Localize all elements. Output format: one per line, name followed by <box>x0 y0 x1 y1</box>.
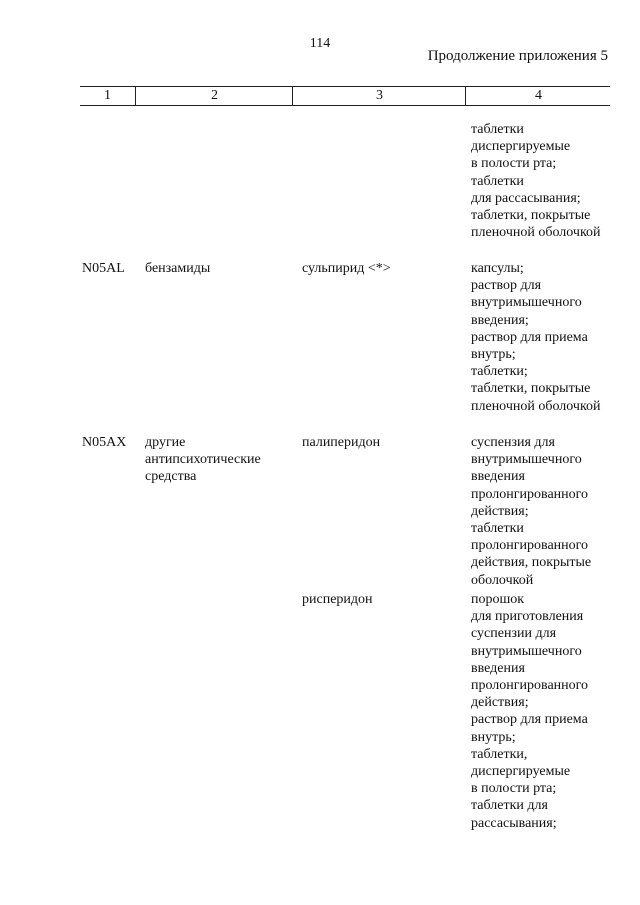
form-line: внутрь; <box>471 347 516 363</box>
atc-code: N05AL <box>82 261 125 276</box>
group-line: антипсихотические <box>145 452 261 468</box>
form-line: оболочкой <box>471 572 534 588</box>
form-line: диспергируемые <box>471 139 571 155</box>
form-line: пролонгированного <box>471 678 589 694</box>
form-line: раствор для приема <box>471 329 588 345</box>
form-line: порошок <box>471 592 525 607</box>
forms-cell <box>471 121 621 241</box>
continuation-label: Продолжение приложения 5 <box>427 48 608 64</box>
form-line: диспергируемые <box>471 764 571 780</box>
header-col-1: 1 <box>104 88 111 103</box>
form-line: пленочной оболочкой <box>471 225 601 241</box>
form-line: для рассасывания; <box>471 190 581 206</box>
form-line: в полости рта; <box>471 156 557 172</box>
atc-code: N05AX <box>82 435 127 450</box>
header-col-3: 3 <box>292 87 466 105</box>
form-line: внутримышечного <box>471 295 582 311</box>
form-line: в полости рта; <box>471 781 557 797</box>
form-line: таблетки, покрытые <box>471 381 591 397</box>
form-line: введения; <box>471 312 529 328</box>
form-line: таблетки <box>471 122 524 137</box>
form-line: пролонгированного <box>471 486 589 502</box>
form-line: таблетки, покрытые <box>471 208 591 224</box>
form-line: пролонгированного <box>471 538 589 554</box>
form-line: действия, покрытые <box>471 555 592 571</box>
drug-name: сульпирид <*> <box>302 261 391 276</box>
form-line: таблетки, <box>471 746 528 762</box>
table-header <box>80 86 610 106</box>
form-line: введения <box>471 660 525 676</box>
drug-name: палиперидон <box>302 435 381 450</box>
form-line: таблетки <box>471 173 524 189</box>
forms-cell <box>471 260 621 415</box>
form-line: таблетки для <box>471 798 548 814</box>
form-line: рассасывания; <box>471 815 557 831</box>
forms-cell <box>471 591 621 832</box>
group-cell <box>145 260 285 277</box>
form-line: раствор для приема <box>471 712 588 728</box>
group-line: бензамиды <box>145 261 211 276</box>
form-line: внутрь; <box>471 729 516 745</box>
header-col-2: 2 <box>135 87 293 105</box>
form-line: таблетки; <box>471 364 528 380</box>
group-line: средства <box>145 469 197 485</box>
form-line: внутримышечного <box>471 452 582 468</box>
drug-name: рисперидон <box>302 592 373 607</box>
form-line: действия; <box>471 503 529 519</box>
group-line: другие <box>145 435 186 450</box>
page-number: 114 <box>309 36 331 51</box>
form-line: раствор для <box>471 278 542 294</box>
form-line: таблетки <box>471 521 524 537</box>
group-cell <box>145 434 285 486</box>
form-line: внутримышечного <box>471 643 582 659</box>
form-line: действия; <box>471 695 529 711</box>
header-col-4: 4 <box>465 87 611 105</box>
form-line: введения <box>471 469 525 485</box>
form-line: капсулы; <box>471 261 524 276</box>
form-line: пленочной оболочкой <box>471 398 601 414</box>
form-line: суспензия для <box>471 435 555 450</box>
form-line: для приготовления <box>471 609 584 625</box>
form-line: суспензии для <box>471 626 557 642</box>
forms-cell <box>471 434 621 589</box>
